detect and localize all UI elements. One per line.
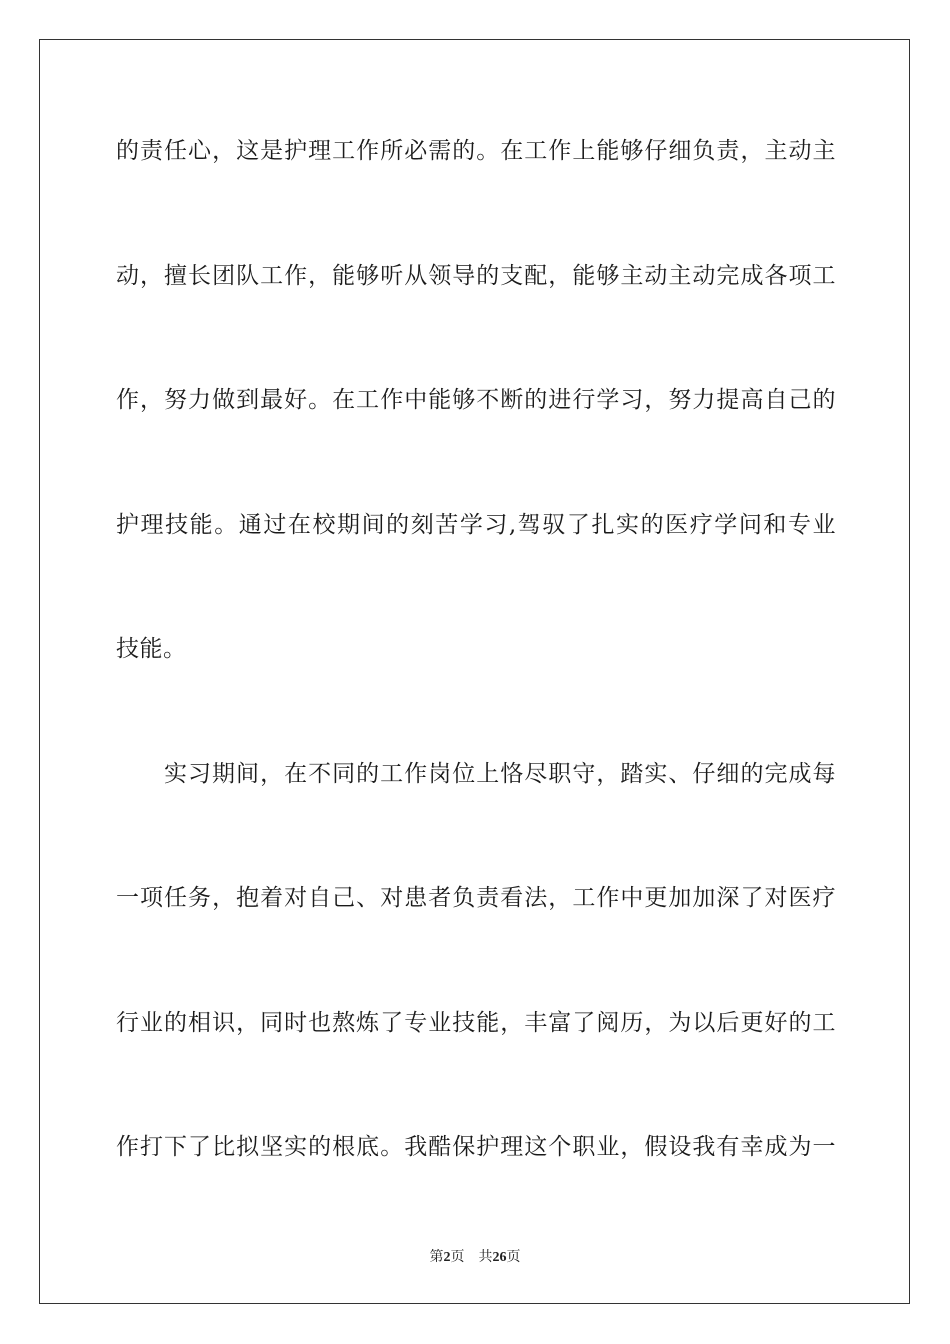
total-prefix: 共 — [478, 1249, 493, 1265]
paragraph-line: 一项任务，抱着对自己、对患者负责看法，工作中更加加深了对医疗 — [116, 885, 836, 911]
paragraph-line: 动，擅长团队工作，能够听从领导的支配，能够主动主动完成各项工 — [116, 263, 836, 289]
paragraph-line: 作，努力做到最好。在工作中能够不断的进行学习，努力提高自己的 — [116, 387, 836, 413]
page-suffix: 页 — [450, 1249, 465, 1265]
total-suffix: 页 — [506, 1249, 521, 1265]
total-pages: 26 — [492, 1250, 507, 1265]
paragraph-line: 护理技能。通过在校期间的刻苦学习,驾驭了扎实的医疗学问和专业 — [116, 512, 836, 538]
page-number: 2 — [443, 1250, 451, 1265]
page-prefix: 第 — [429, 1249, 444, 1265]
paragraph-line: 行业的相识，同时也熬炼了专业技能，丰富了阅历，为以后更好的工 — [116, 1010, 836, 1036]
paragraph-line: 实习期间，在不同的工作岗位上恪尽职守，踏实、仔细的完成每 — [164, 761, 836, 787]
paragraph-line: 技能。 — [116, 636, 187, 662]
page-border — [39, 39, 910, 1304]
paragraph-line: 的责任心，这是护理工作所必需的。在工作上能够仔细负责，主动主 — [116, 138, 836, 164]
paragraph-line: 作打下了比拟坚实的根底。我酷保护理这个职业，假设我有幸成为一 — [116, 1134, 836, 1160]
page-footer — [0, 1247, 950, 1268]
